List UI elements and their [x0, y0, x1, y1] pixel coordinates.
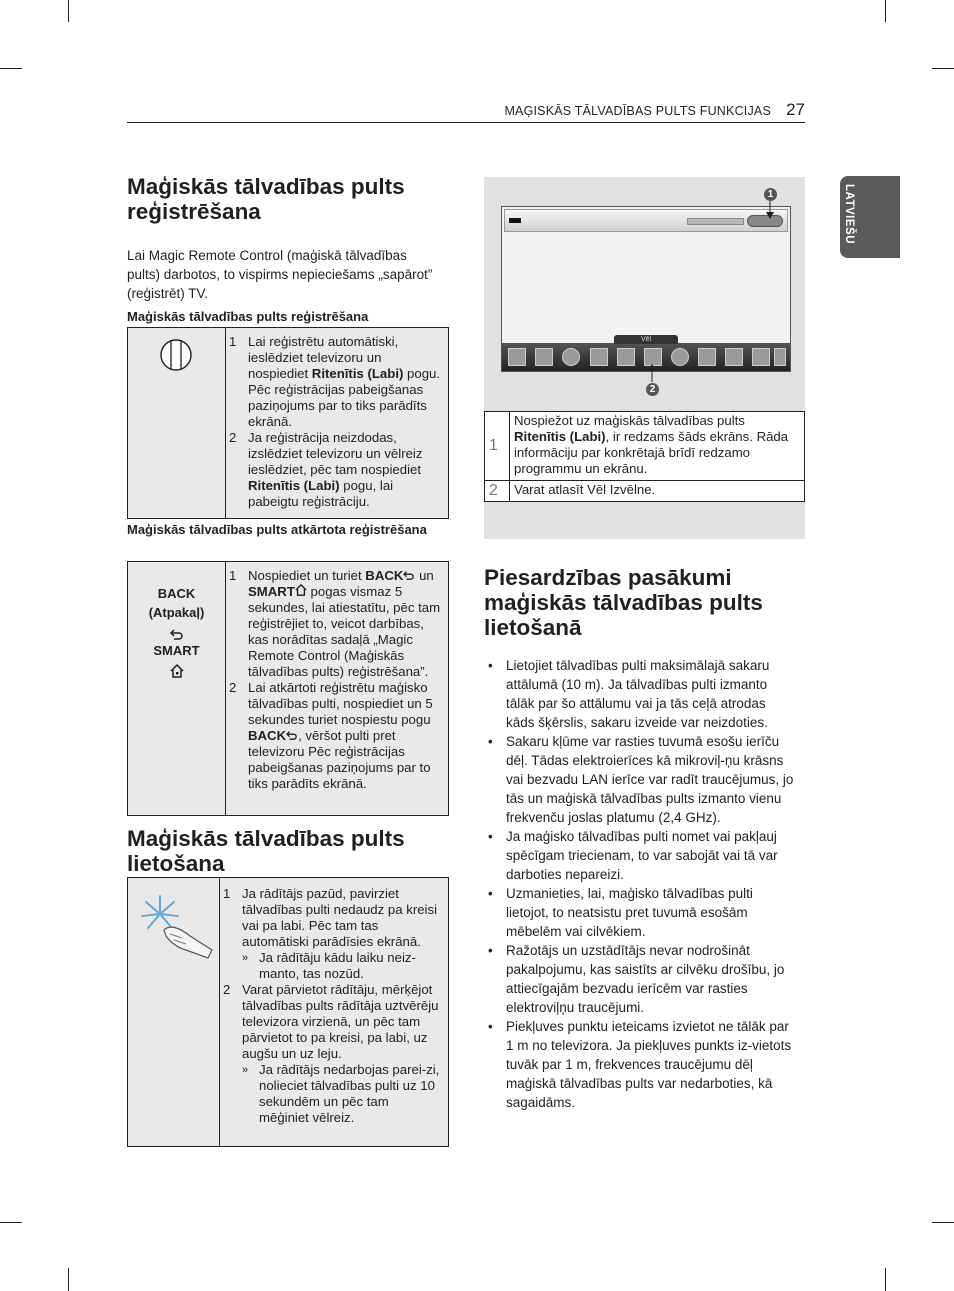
reregistration-icon-cell	[128, 562, 226, 815]
list-item: • Sakaru kļūme var rasties tuvumā esošu ierīču dēļ. Tādas elektroierīces kā mikroviļ-ņu krāsns vai bezvadu LAN ierīce var radīt traucējumus, jo tās un maģiskā tālvadības pults izmanto vienu frekvenču joslas platumu (2,4 GHz).	[484, 732, 794, 827]
back-arrow-icon	[286, 730, 298, 740]
precautions-list	[484, 656, 794, 1112]
reregistration-table	[127, 561, 449, 816]
page-number: 27	[786, 100, 805, 119]
usage-table	[127, 877, 449, 1147]
section2-title: Maģiskās tālvadības pults lietošana	[127, 826, 405, 876]
row-text: Varat atlasīt Vēl Izvēlne.	[510, 481, 805, 502]
section1-intro: Lai Magic Remote Control (maģiskā tālvadības pults) darbotos, to vispirms nepieciešams „sapārot” (reģistrēt) TV.	[127, 248, 433, 301]
list-item: 1 Ja rādītājs pazūd, pavirziet tālvadības pulti nedaudz pa kreisi vai pa labi. Pēc tam tas automātiski parādīsies ekrānā. » Ja rādītāju kādu laiku neiz-manto, tas nozūd.	[223, 886, 441, 982]
running-header	[127, 100, 805, 123]
list-item: 2 Varat pārvietot rādītāju, mērķējot tālvadības pults rādītāja uztvērēju televizora virzienā, un pēc tam pārvietot to pa kreisi, pa labi, uz augšu un uz leju. » Ja rādītājs nedarbojas parei-zi, nolieciet tālvadības pulti uz 10 sekundēm un pēc tam mēģiniet vēlreiz.	[223, 982, 440, 1125]
list-item: • Ja maģisko tālvadības pulti nomet vai pakļauj spēcīgam triecienam, to var sabojāt vai tā var darboties nepareizi.	[484, 827, 794, 884]
reregistration-heading: Maģiskās tālvadības pults atkārtota reģistrēšana	[127, 522, 427, 537]
callout-2: 2	[646, 383, 659, 396]
list-item: 1 Nospiediet un turiet BACK un SMART pogas vismaz 5 sekundes, lai atiestatītu, pēc tam reģistrējiet to, veicot darbības, kas norādītas sadaļā „Magic Remote Control (Maģiskās tālvadības pults) reģistrēšana”.	[229, 568, 441, 679]
list-item: • Uzmanieties, lai, maģisko tālvadības pulti lietojot, to neatsistu pret tuvumā esošām mēbelēm vai cilvēkiem.	[484, 884, 794, 941]
registration-icon-cell	[128, 328, 226, 518]
row-key: 2	[485, 481, 510, 502]
crop-mark	[885, 1268, 886, 1291]
table-row	[485, 481, 805, 502]
back-paren-label: (Atpakaļ)	[148, 605, 205, 620]
crop-mark	[68, 0, 69, 22]
back-label: BACK	[157, 586, 196, 601]
callout-1: 1	[764, 188, 777, 201]
language-tab	[840, 176, 900, 258]
reregistration-steps	[229, 568, 441, 792]
list-item: • Ražotājs un uzstādītājs nevar nodrošināt pakalpojumu, kas saistīts ar cilvēku drošību, jo attiecīgajām bezvadu ierīcēm var rasties elektroviļņu traucējumi.	[484, 941, 794, 1017]
list-item: 2 Lai atkārtoti reģistrētu maģisko tālvadības pulti, nospiediet un 5 sekundes turiet nospiestu pogu BACK , vēršot pulti pret televizoru Pēc reģistrācijas pabeigšanas paziņojums par to tiks parādīts ekrānā.	[229, 680, 433, 791]
crop-mark	[932, 68, 954, 69]
wheel-button-icon	[158, 337, 194, 373]
pointing-hand-icon	[134, 890, 214, 960]
section3-title: Piesardzības pasākumi maģiskās tālvadības pults lietošanā	[484, 565, 763, 640]
usage-icon-cell	[128, 878, 220, 1146]
home-icon	[170, 664, 184, 678]
row-key: 1	[485, 412, 510, 481]
crop-mark	[0, 1222, 22, 1223]
list-item: 2 Ja reģistrācija neizdodas, izslēdziet televizoru un vēlreiz ieslēdziet, pēc tam nospiediet Ritenītis (Labi) pogu, lai pabeigtu reģistrāciju.	[229, 430, 423, 509]
crop-mark	[68, 1268, 69, 1291]
sub-note: » Ja rādītāju kādu laiku neiz-manto, tas nozūd.	[242, 950, 416, 981]
table-row	[485, 412, 805, 481]
smart-label: SMART	[153, 643, 200, 658]
back-arrow-icon	[403, 570, 415, 580]
header-title: MAĢISKĀS TĀLVADĪBAS PULTS FUNKCIJAS	[504, 104, 771, 118]
usage-steps	[223, 886, 441, 1126]
crop-mark	[0, 68, 22, 69]
section1-title: Maģiskās tālvadības pults reģistrēšana	[127, 174, 405, 224]
row-text: Nospiežot uz maģiskās tālvadības pults Ritenītis (Labi), ir redzams šāds ekrāns. Rāda informāciju par konkrētajā brīdī redzamo programmu un ekrānu.	[510, 412, 805, 481]
language-tab-label: LATVIEŠU	[843, 184, 855, 245]
crop-mark	[932, 1222, 954, 1223]
screen-figure	[484, 177, 805, 539]
figure-legend-table	[484, 411, 805, 502]
callout-lines	[484, 177, 805, 407]
list-item: • Piekļuves punktu ieteicams izvietot ne tālāk par 1 m no televizora. Ja piekļuves punkts iz-vietots tuvāk par 1 m, frekvences traucējumu dēļ maģiskā tālvadības pults var nedarboties, kā sagaidāms.	[484, 1017, 794, 1112]
list-item: 1 Lai reģistrētu automātiski, ieslēdziet televizoru un nospiediet Ritenītis (Labi) pogu. Pēc reģistrācijas pabeigšanas paziņojums par to tiks parādīts ekrānā.	[229, 334, 441, 429]
home-icon	[295, 584, 307, 596]
sub-note: » Ja rādītājs nedarbojas parei-zi, nolieciet tālvadības pulti uz 10 sekundēm un pēc tam mēģiniet vēlreiz.	[242, 1062, 440, 1125]
registration-heading: Maģiskās tālvadības pults reģistrēšana	[127, 309, 369, 324]
dock-more-tab: Vēl	[614, 335, 678, 344]
list-item: • Lietojiet tālvadības pulti maksimālajā sakaru attālumā (10 m). Ja tālvadības pulti izmanto tālāk par šo attālumu vai ja tās ceļā atrodas kāds šķērslis, sakaru izveide var neizdoties.	[484, 656, 794, 732]
registration-table	[127, 327, 449, 519]
registration-steps	[229, 334, 441, 510]
back-arrow-icon	[170, 628, 184, 640]
crop-mark	[885, 0, 886, 22]
